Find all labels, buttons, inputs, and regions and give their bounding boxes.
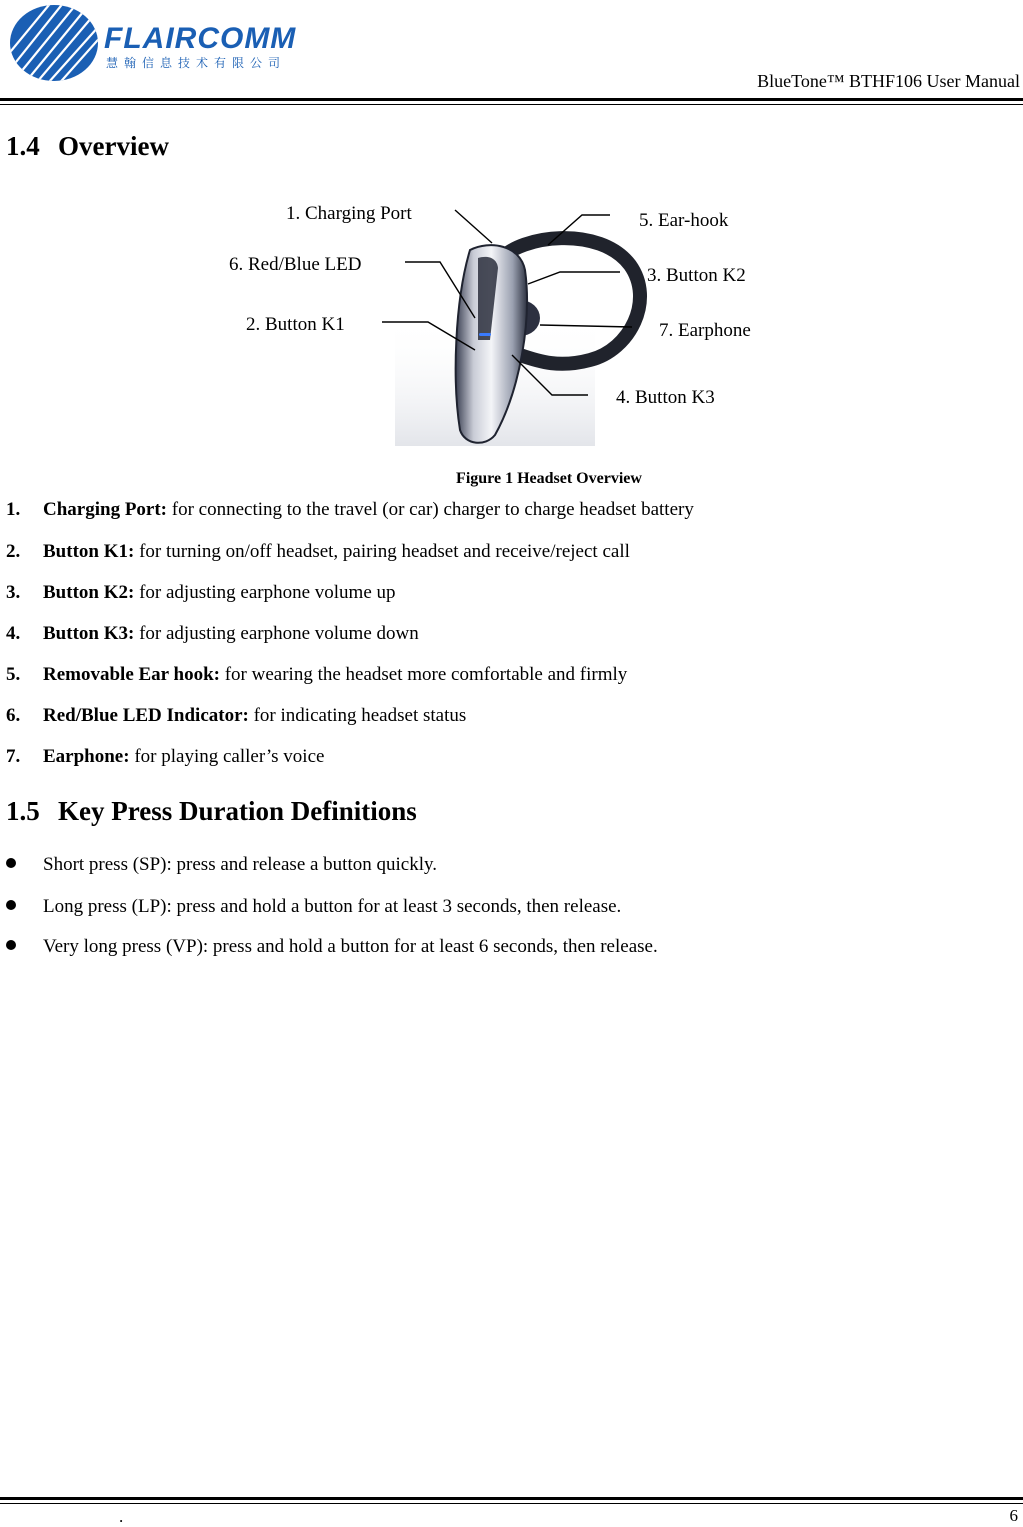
list-item: 1. Charging Port: for connecting to the travel (or car) charger to charge headset battery — [6, 499, 694, 520]
headset-illustration — [0, 180, 1023, 450]
bullet-icon — [6, 900, 16, 910]
callout-button-k1: 2. Button K1 — [246, 314, 345, 335]
bullet-item: Long press (LP): press and hold a button for at least 3 seconds, then release. — [6, 895, 621, 919]
list-item: 6. Red/Blue LED Indicator: for indicating headset status — [6, 705, 467, 726]
callout-button-k2: 3. Button K2 — [647, 265, 746, 286]
section-heading-overview — [6, 130, 169, 162]
callout-led: 6. Red/Blue LED — [229, 254, 362, 275]
footer-rule-thin — [0, 1503, 1023, 1504]
section-heading-key-press — [6, 795, 417, 827]
callout-charging-port: 1. Charging Port — [286, 203, 412, 224]
bullet-item: Short press (SP): press and release a button quickly. — [6, 853, 437, 877]
list-item: 7. Earphone: for playing caller’s voice — [6, 746, 325, 767]
logo-wordmark: FLAIRCOMM — [104, 22, 297, 55]
manual-title: BlueTone™ BTHF106 User Manual — [757, 71, 1020, 91]
section-number: 1.5 — [6, 796, 40, 826]
callout-button-k3: 4. Button K3 — [616, 387, 715, 408]
page-number: 6 — [1009, 1506, 1018, 1525]
callout-ear-hook: 5. Ear-hook — [639, 210, 729, 231]
bullet-icon — [6, 858, 16, 868]
section-number: 1.4 — [6, 131, 40, 161]
footer-rule-thick — [0, 1497, 1023, 1500]
logo-chinese-name: 慧翰信息技术有限公司 — [106, 56, 287, 70]
headset-figure — [0, 180, 1023, 450]
list-item: 3. Button K2: for adjusting earphone volume up — [6, 582, 396, 603]
footer-mark: . — [119, 1507, 124, 1526]
bullet-item: Very long press (VP): press and hold a button for at least 6 seconds, then release. — [6, 935, 658, 959]
logo-globe-icon — [8, 2, 108, 84]
led-light-shape — [479, 333, 491, 336]
callout-earphone: 7. Earphone — [659, 320, 751, 341]
bullet-icon — [6, 940, 16, 950]
list-item: 4. Button K3: for adjusting earphone volume down — [6, 623, 419, 644]
figure-caption: Figure 1 Headset Overview — [456, 470, 642, 487]
header-rule-thick — [0, 98, 1023, 101]
section-title: Key Press Duration Definitions — [58, 796, 417, 826]
list-item: 5. Removable Ear hook: for wearing the headset more comfortable and firmly — [6, 664, 628, 685]
section-title: Overview — [58, 131, 169, 161]
header-rule-thin — [0, 104, 1023, 105]
list-item: 2. Button K1: for turning on/off headset, pairing headset and receive/reject call — [6, 541, 630, 562]
